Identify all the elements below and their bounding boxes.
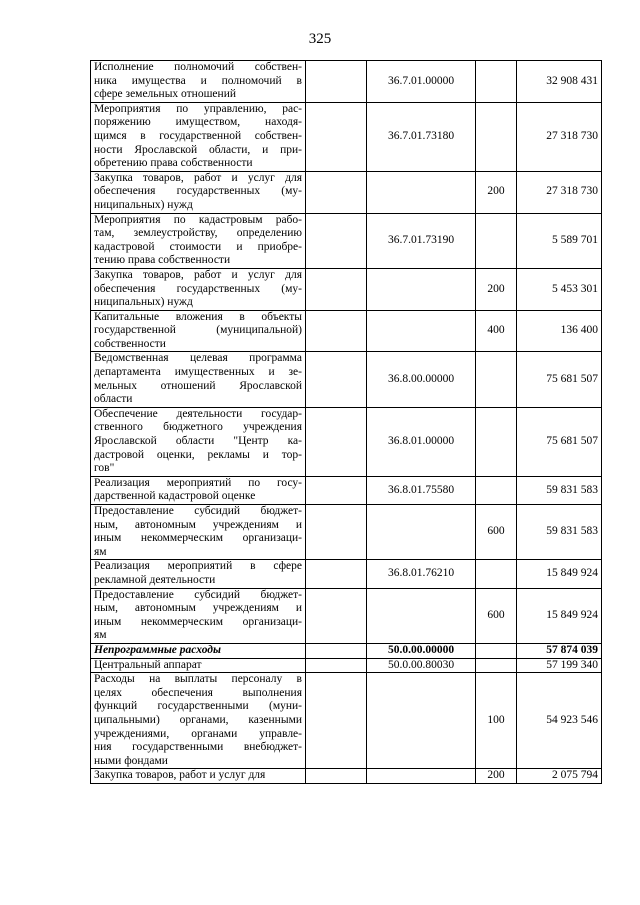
row-empty-cell [306,673,367,769]
row-name-line: иным некоммерческим организаци- [94,615,302,628]
table-row [91,61,602,103]
row-name-line: поряжению имуществом, находя- [94,116,302,129]
row-name-line: ным, автономным учреждениям и [94,518,302,531]
row-name-line: ника имущества и полномочий в [94,74,302,87]
row-empty-cell [306,310,367,352]
table-row [91,213,602,268]
row-name-line: дастровой оценки, рекламы и тор- [94,448,302,461]
row-sum-cell: 59 831 583 [517,476,602,504]
row-type-cell [476,213,517,268]
row-code-cell: 36.7.01.00000 [367,61,476,103]
row-name-line: Закупка товаров, работ и услуг для [94,769,266,782]
row-type-cell: 100 [476,673,517,769]
row-name-line: ям [94,629,107,642]
table-row [91,505,602,560]
row-empty-cell [306,61,367,103]
row-name-line: ности Ярославской области, и при- [94,143,302,156]
row-type-cell: 600 [476,505,517,560]
row-name-line: Центральный аппарат [94,658,202,671]
row-type-cell [476,61,517,103]
table-row [91,673,602,769]
row-sum-cell: 27 318 730 [517,171,602,213]
row-sum-cell: 5 453 301 [517,268,602,310]
row-code-cell [367,171,476,213]
row-sum-cell: 59 831 583 [517,505,602,560]
row-name-cell [91,673,306,769]
row-name-line: мельных отношений Ярославской [94,379,302,392]
row-empty-cell [306,407,367,476]
row-type-cell: 600 [476,588,517,643]
table-row [91,643,602,658]
row-code-cell: 50.0.00.00000 [367,643,476,658]
row-name-line: Ведомственная целевая программа [94,352,302,365]
row-name-cell [91,213,306,268]
row-code-cell: 36.7.01.73180 [367,102,476,171]
row-sum-cell: 15 849 924 [517,588,602,643]
row-type-cell: 400 [476,310,517,352]
row-name-line: ным, автономным учреждениям и [94,602,302,615]
row-type-cell: 200 [476,268,517,310]
table-row [91,268,602,310]
row-sum-cell: 136 400 [517,310,602,352]
row-name-line: кадастровой стоимости и приобре- [94,240,302,253]
row-type-cell [476,643,517,658]
row-empty-cell [306,213,367,268]
row-name-line: Ярославской области "Центр ка- [94,435,302,448]
row-name-line: дарственной кадастровой оценке [94,490,256,503]
row-sum-cell: 54 923 546 [517,673,602,769]
row-sum-cell: 57 874 039 [517,643,602,658]
row-code-cell: 50.0.00.80030 [367,658,476,673]
row-type-cell [476,352,517,407]
row-name-line: Предоставление субсидий бюджет- [94,505,302,517]
row-name-line: Предоставление субсидий бюджет- [94,588,302,601]
row-type-cell: 200 [476,769,517,784]
row-name-line: сфере земельных отношений [94,88,236,101]
row-empty-cell [306,352,367,407]
row-code-cell [367,673,476,769]
row-name-cell [91,588,306,643]
row-code-cell [367,769,476,784]
row-name-line: Реализация мероприятий по госу- [94,476,302,489]
row-sum-cell: 5 589 701 [517,213,602,268]
table-row [91,658,602,673]
row-name-cell [91,407,306,476]
row-name-line: ям [94,545,107,558]
row-empty-cell [306,560,367,588]
row-code-cell [367,268,476,310]
row-name-line: тению права собственности [94,254,231,267]
row-sum-cell: 32 908 431 [517,61,602,103]
row-name-cell [91,352,306,407]
row-empty-cell [306,268,367,310]
row-name-line: Закупка товаров, работ и услуг для [94,171,302,184]
table-row [91,102,602,171]
row-name-line: обеспечения государственных (му- [94,185,302,198]
row-name-line: обеспечения государственных (му- [94,282,302,295]
row-empty-cell [306,476,367,504]
row-name-line: Реализация мероприятий в сфере [94,560,302,573]
row-name-line: Расходы на выплаты персоналу в [94,673,302,686]
row-code-cell: 36.8.00.00000 [367,352,476,407]
row-name-cell [91,171,306,213]
row-name-cell [91,61,306,103]
row-name-line: рекламной деятельности [94,573,216,586]
row-name-line: Мероприятия по кадастровым рабо- [94,213,302,226]
table-row [91,588,602,643]
row-code-cell: 36.8.01.00000 [367,407,476,476]
row-name-line: Капитальные вложения в объекты [94,310,302,323]
row-sum-cell: 2 075 794 [517,769,602,784]
row-type-cell: 200 [476,171,517,213]
row-type-cell [476,658,517,673]
row-name-line: иным некоммерческим организаци- [94,532,302,545]
row-name-line: ципальными) органами, казенными [94,713,302,726]
table-row [91,769,602,784]
table-row [91,560,602,588]
row-empty-cell [306,505,367,560]
row-name-cell [91,643,306,658]
row-sum-cell: 27 318 730 [517,102,602,171]
row-name-line: Обеспечение деятельности государ- [94,407,302,420]
row-code-cell [367,588,476,643]
row-name-cell [91,505,306,560]
row-name-cell [91,102,306,171]
row-empty-cell [306,588,367,643]
row-type-cell [476,407,517,476]
row-name-line: Мероприятия по управлению, рас- [94,102,302,115]
row-name-line: целях обеспечения выполнения [94,686,302,699]
row-name-line: ными фондами [94,754,168,767]
table-row [91,352,602,407]
row-sum-cell: 75 681 507 [517,407,602,476]
row-type-cell [476,476,517,504]
row-sum-cell: 75 681 507 [517,352,602,407]
row-sum-cell: 57 199 340 [517,658,602,673]
row-name-line: щимся в государственной собствен- [94,129,302,142]
row-code-cell: 36.8.01.75580 [367,476,476,504]
row-name-line: гов" [94,462,115,475]
row-name-cell [91,560,306,588]
row-name-line: департамента имущественных и зе- [94,366,302,379]
row-name-line: Непрограммные расходы [94,643,221,656]
row-empty-cell [306,658,367,673]
row-name-line: Исполнение полномочий собствен- [94,61,302,73]
row-name-line: ственного бюджетного учреждения [94,421,302,434]
row-name-cell [91,658,306,673]
row-name-line: функций государственными (муни- [94,700,302,713]
row-name-line: ниципальных) нужд [94,296,193,309]
row-name-line: государственной (муниципальной) [94,324,302,337]
table-row [91,476,602,504]
row-name-line: там, землеустройству, определению [94,227,302,240]
table-row [91,310,602,352]
row-type-cell [476,102,517,171]
row-name-cell [91,310,306,352]
page-number: 325 [308,31,332,47]
row-empty-cell [306,643,367,658]
table-row [91,407,602,476]
row-code-cell [367,310,476,352]
row-empty-cell [306,769,367,784]
row-sum-cell: 15 849 924 [517,560,602,588]
row-name-line: учреждениями, органами управле- [94,727,302,740]
row-empty-cell [306,171,367,213]
row-name-line: ния государственными внебюджет- [94,741,302,754]
row-name-line: области [94,393,133,406]
row-code-cell: 36.8.01.76210 [367,560,476,588]
row-code-cell: 36.7.01.73190 [367,213,476,268]
row-name-line: Закупка товаров, работ и услуг для [94,268,302,281]
row-name-cell [91,268,306,310]
budget-table [90,60,602,784]
row-name-line: ниципальных) нужд [94,198,193,211]
row-type-cell [476,560,517,588]
row-name-cell [91,476,306,504]
table-row [91,171,602,213]
row-name-cell [91,769,306,784]
row-code-cell [367,505,476,560]
budget-table-body [91,61,602,784]
row-name-line: обретению права собственности [94,157,253,170]
row-name-line: собственности [94,337,166,350]
row-empty-cell [306,102,367,171]
